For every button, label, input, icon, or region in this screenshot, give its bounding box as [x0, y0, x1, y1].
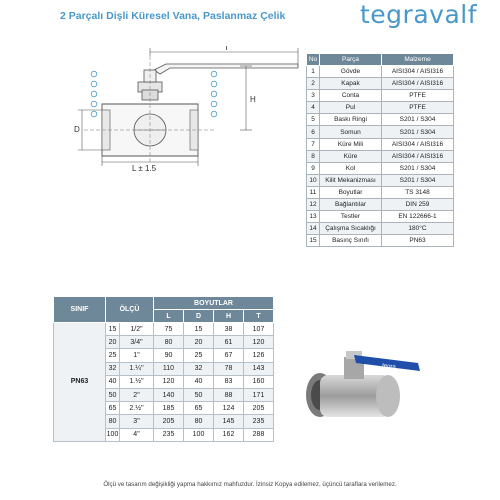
dims-cell-dn: 25 [106, 349, 120, 362]
parts-cell-material: S201 / S304 [382, 162, 454, 174]
parts-table [306, 53, 454, 247]
dims-cell-t: 143 [244, 362, 274, 375]
parts-cell-no: 7 [307, 138, 320, 150]
dims-cell-t: 235 [244, 415, 274, 428]
parts-row [307, 90, 454, 102]
dims-cell-dn: 65 [106, 402, 120, 415]
parts-header-row [307, 54, 454, 66]
dims-cell-h: 162 [214, 428, 244, 441]
parts-cell-part: Küre Mili [320, 138, 382, 150]
page-title: 2 Parçalı Dişli Küresel Vana, Paslanmaz Çelik [60, 10, 286, 22]
parts-cell-material: PN63 [382, 235, 454, 247]
parts-cell-part: Küre [320, 150, 382, 162]
dims-cell-h: 83 [214, 375, 244, 388]
dims-cell-l: 235 [154, 428, 184, 441]
dims-cell-h: 88 [214, 388, 244, 401]
dims-header-d: D [184, 310, 214, 323]
parts-cell-part: Basınç Sınıfı [320, 235, 382, 247]
parts-cell-part: Testler [320, 211, 382, 223]
dim-d-label: D [74, 125, 80, 134]
dims-cell-d: 65 [184, 402, 214, 415]
parts-row [307, 235, 454, 247]
dims-row [54, 323, 274, 336]
dims-cell-t: 120 [244, 336, 274, 349]
parts-cell-no: 12 [307, 199, 320, 211]
dims-cell-dn: 32 [106, 362, 120, 375]
dims-cell-inch: 1/2" [120, 323, 154, 336]
dims-cell-d: 80 [184, 415, 214, 428]
parts-cell-material: DIN 259 [382, 199, 454, 211]
dims-cell-sinif: PN63 [54, 323, 106, 442]
dims-header-l: L [154, 310, 184, 323]
dims-cell-inch: 3" [120, 415, 154, 428]
parts-cell-part: Bağlantılar [320, 199, 382, 211]
dims-cell-l: 120 [154, 375, 184, 388]
dims-cell-d: 32 [184, 362, 214, 375]
parts-cell-part: Baskı Ringi [320, 114, 382, 126]
dims-cell-d: 50 [184, 388, 214, 401]
parts-row [307, 66, 454, 78]
dims-cell-l: 185 [154, 402, 184, 415]
parts-cell-no: 9 [307, 162, 320, 174]
dim-l-label: L ± 1.5 [132, 164, 157, 172]
dims-cell-d: 40 [184, 375, 214, 388]
parts-cell-material: PTFE [382, 102, 454, 114]
dims-cell-h: 67 [214, 349, 244, 362]
dims-cell-dn: 80 [106, 415, 120, 428]
parts-cell-part: Gövde [320, 66, 382, 78]
parts-cell-part: Çalışma Sıcaklığı [320, 223, 382, 235]
parts-cell-part: Pul [320, 102, 382, 114]
dims-cell-l: 205 [154, 415, 184, 428]
dims-cell-h: 61 [214, 336, 244, 349]
footer-disclaimer: Ölçü ve tasarım değişikliği yapma hakkımız mahfuzdur. İzinsiz Kopya edilemez, üçüncü taraflara verilemez. [103, 481, 397, 488]
dims-cell-t: 288 [244, 428, 274, 441]
valve-technical-drawing [74, 46, 310, 172]
parts-cell-no: 8 [307, 150, 320, 162]
parts-cell-material: AISI304 / AISI316 [382, 66, 454, 78]
dims-header-olcu: ÖLÇÜ [106, 297, 154, 323]
parts-cell-material: TS 3148 [382, 186, 454, 198]
dim-h-label: H [250, 95, 256, 104]
parts-row [307, 114, 454, 126]
dims-cell-t: 126 [244, 349, 274, 362]
parts-cell-no: 11 [307, 186, 320, 198]
parts-row [307, 78, 454, 90]
dims-header-t: T [244, 310, 274, 323]
dims-cell-inch: 2" [120, 388, 154, 401]
parts-row [307, 186, 454, 198]
dims-cell-t: 205 [244, 402, 274, 415]
dims-cell-inch: 4" [120, 428, 154, 441]
parts-cell-material: S201 / S304 [382, 126, 454, 138]
dims-cell-d: 20 [184, 336, 214, 349]
brand-logo: tegravalf [360, 0, 478, 29]
parts-cell-no: 13 [307, 211, 320, 223]
product-photo [300, 335, 428, 435]
dims-cell-h: 145 [214, 415, 244, 428]
parts-cell-part: Boyutlar [320, 186, 382, 198]
parts-row [307, 223, 454, 235]
dimensions-table [53, 296, 274, 442]
parts-cell-no: 10 [307, 174, 320, 186]
parts-cell-no: 3 [307, 90, 320, 102]
dims-header-h: H [214, 310, 244, 323]
parts-row [307, 199, 454, 211]
dims-header-sinif: SINIF [54, 297, 106, 323]
dims-cell-dn: 100 [106, 428, 120, 441]
parts-row [307, 102, 454, 114]
dims-cell-dn: 20 [106, 336, 120, 349]
parts-cell-no: 6 [307, 126, 320, 138]
dims-cell-t: 171 [244, 388, 274, 401]
parts-row [307, 126, 454, 138]
parts-cell-material: 180°C [382, 223, 454, 235]
parts-cell-material: EN 122666-1 [382, 211, 454, 223]
parts-cell-material: AISI304 / AISI316 [382, 78, 454, 90]
dims-cell-inch: 3/4" [120, 336, 154, 349]
dims-cell-d: 25 [184, 349, 214, 362]
parts-cell-no: 14 [307, 223, 320, 235]
parts-cell-material: S201 / S304 [382, 174, 454, 186]
parts-cell-part: Conta [320, 90, 382, 102]
dims-cell-dn: 40 [106, 375, 120, 388]
parts-cell-material: AISI304 / AISI316 [382, 138, 454, 150]
parts-cell-no: 2 [307, 78, 320, 90]
dims-cell-h: 124 [214, 402, 244, 415]
dims-cell-dn: 15 [106, 323, 120, 336]
dims-cell-h: 38 [214, 323, 244, 336]
parts-row [307, 162, 454, 174]
parts-cell-no: 1 [307, 66, 320, 78]
dims-cell-l: 110 [154, 362, 184, 375]
parts-row [307, 150, 454, 162]
parts-header-no: No [307, 54, 320, 66]
dims-cell-inch: 1" [120, 349, 154, 362]
dims-cell-h: 78 [214, 362, 244, 375]
dims-cell-inch: 2.½" [120, 402, 154, 415]
dims-cell-d: 15 [184, 323, 214, 336]
photo-handle-text: tegra [381, 363, 397, 371]
dims-cell-inch: 1.½" [120, 375, 154, 388]
parts-header-material: Malzeme [382, 54, 454, 66]
parts-cell-material: PTFE [382, 90, 454, 102]
parts-cell-material: S201 / S304 [382, 114, 454, 126]
dims-header-row-1 [54, 297, 274, 310]
dims-cell-d: 100 [184, 428, 214, 441]
dims-cell-l: 80 [154, 336, 184, 349]
dims-cell-l: 140 [154, 388, 184, 401]
dims-cell-t: 160 [244, 375, 274, 388]
dims-cell-l: 90 [154, 349, 184, 362]
parts-cell-no: 15 [307, 235, 320, 247]
parts-row [307, 211, 454, 223]
dims-cell-dn: 50 [106, 388, 120, 401]
dim-t-label: T [224, 46, 229, 52]
dims-cell-t: 107 [244, 323, 274, 336]
parts-cell-no: 4 [307, 102, 320, 114]
parts-cell-part: Kilit Mekanizması [320, 174, 382, 186]
parts-cell-part: Kapak [320, 78, 382, 90]
parts-row [307, 174, 454, 186]
dims-cell-inch: 1.¼" [120, 362, 154, 375]
dims-header-boyutlar: BOYUTLAR [154, 297, 274, 310]
parts-cell-material: AISI304 / AISI316 [382, 150, 454, 162]
parts-row [307, 138, 454, 150]
parts-cell-no: 5 [307, 114, 320, 126]
parts-cell-part: Somun [320, 126, 382, 138]
parts-header-part: Parça [320, 54, 382, 66]
parts-cell-part: Kol [320, 162, 382, 174]
dims-cell-l: 75 [154, 323, 184, 336]
